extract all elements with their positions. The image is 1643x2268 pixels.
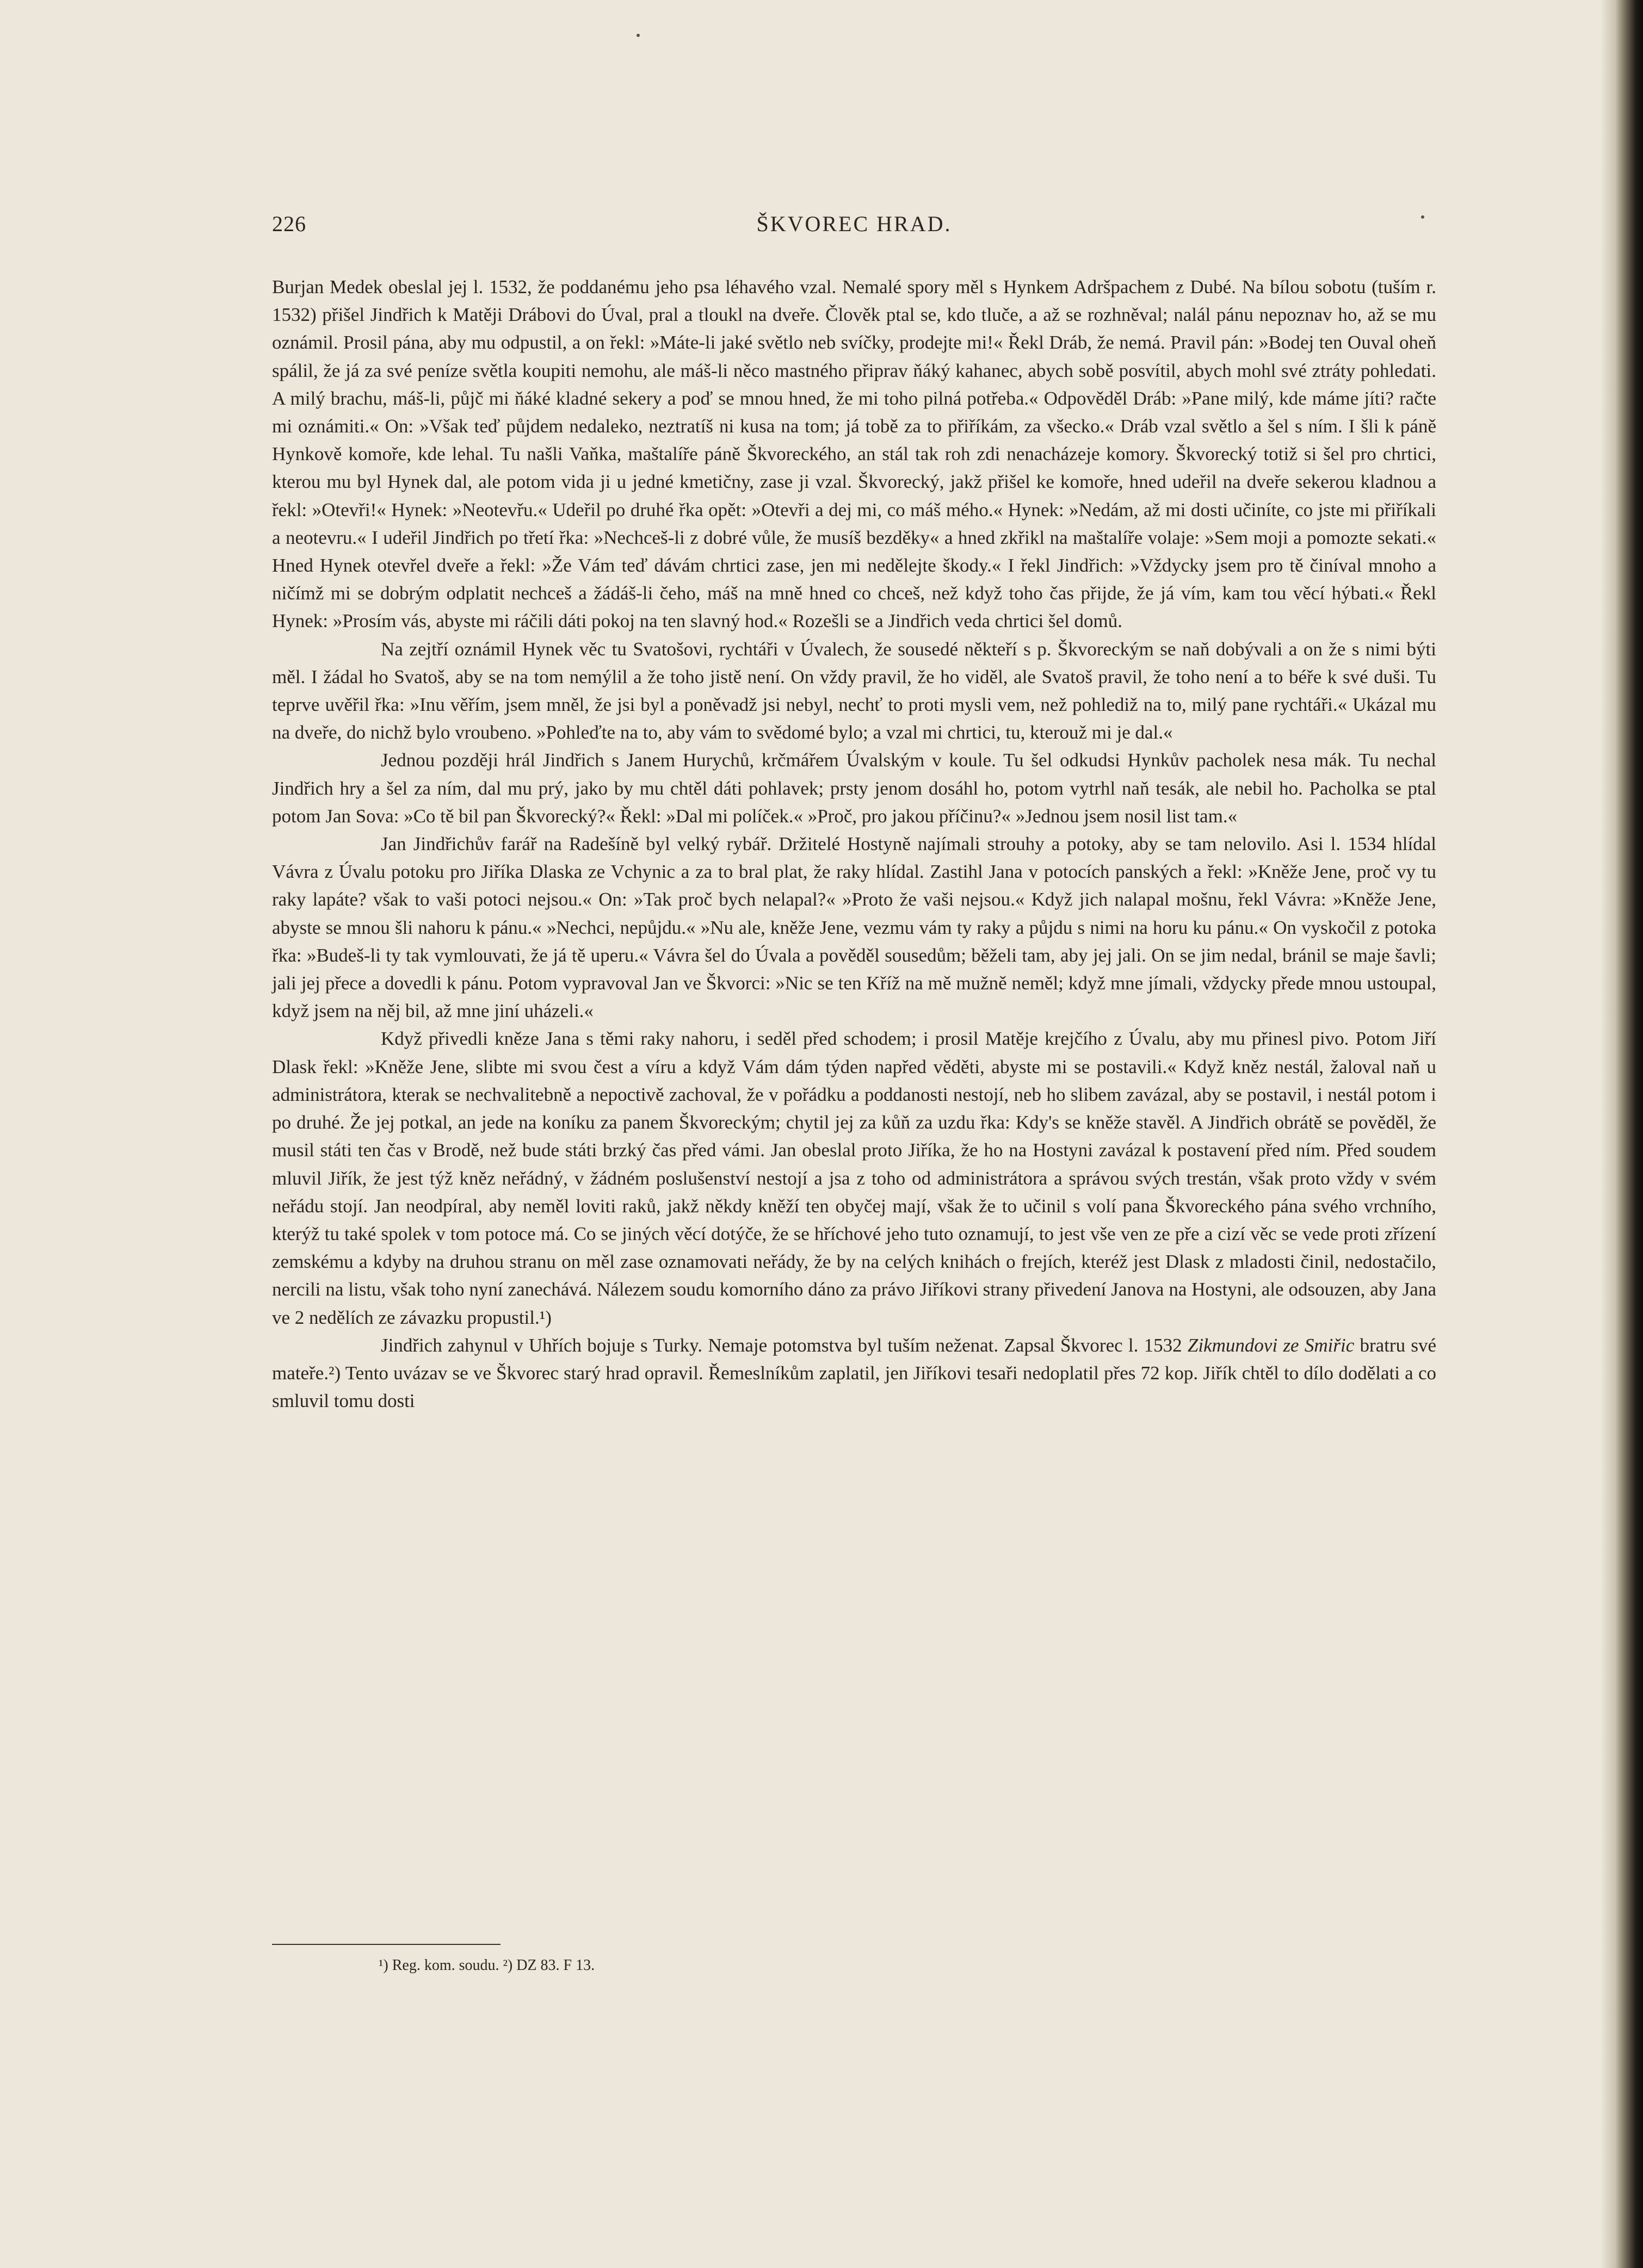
spine-shadow (1601, 0, 1615, 2268)
paragraph-6-start: Jindřich zahynul v Uhřích bojuje s Turky. Nemaje potomstva byl tuším neženat. Zapsal Škvorec l. 1532 (381, 1334, 1188, 1356)
paper-speck (637, 34, 640, 37)
paragraph-3: Jednou později hrál Jindřich s Janem Hurychů, krčmářem Úvalským v koule. Tu šel odkudsi Hynkův pacholek nesa mák. Tu nechal Jindřich hry a šel za ním, dal mu prý, jako by mu chtěl dáti pohlavek; prsty jenom dosáhl ho, potom vytrhl naň tesák, ale nebil ho. Pacholka se ptal potom Jan Sova: »Co tě bil pan Škvorecký?« Řekl: »Dal mi políček.« »Proč, pro jakou příčinu?« »Jednou jsem nosil list tam.« (272, 749, 1436, 827)
footnotes: ¹) Reg. kom. soudu. ²) DZ 83. F 13. (379, 1957, 595, 1974)
paragraph-1: Burjan Medek obeslal jej l. 1532, že poddanému jeho psa léhavého vzal. Nemalé spory měl s Hynkem Adršpachem z Dubé. Na bílou sobotu (tuším r. 1532) přišel Jindřich k Matěji Drábovi do Úval, pral a tloukl na dveře. Člověk ptal se, kdo tluče, a až se rozhněval; nalál pánu nepoznav ho, až se mu oznámil. Prosil pána, aby mu odpustil, a on řekl: »Máte-li jaké světlo neb svíčky, prodejte mi!« Řekl Dráb, že nemá. Pravil pán: »Bodej ten Ouval oheň spálil, že já za své peníze světla koupiti nemohu, ale máš-li něco mastného připrav ňáký kahanec, abych sobě posvítil, abych mohl své ztráty pohledati. A milý brachu, máš-li, půjč mi ňáké kladné sekery a poď se mnou hned, že mi toho pilná potřeba.« Odpověděl Dráb: »Pane milý, kde máme jíti? račte mi oznámiti.« On: »Však teď půjdem nedaleko, neztratíš ni kusa na tom; já tobě za to přiříkám, za všecko.« Dráb vzal světlo a šel s ním. I šli k páně Hynkově komoře, kde lehal. Tu našli Vaňka, maštalíře páně Škvoreckého, an stál tak roh zdi nenacházeje komory. Škvorecký totiž si šel pro chrtici, kterou mu byl Hynek dal, ale potom vida ji u jedné kmetičny, zase ji vzal. Škvorecký, jakž přišel ke komoře, hned udeřil na dveře sekerou kladnou a řekl: »Otevři!« Hynek: »Neotevřu.« Udeřil po druhé řka opět: »Otevři a dej mi, co máš mého.« Hynek: »Nedám, až mi dosti učiníte, co jste mi přiříkali a neotevru.« I udeřil Jindřich po třetí řka: »Nechceš-li z dobré vůle, že musíš bezděky« a hned zkřikl na maštalíře volaje: »Sem moji a pomozte sekati.« Hned Hynek otevřel dveře a řekl: »Že Vám teď dávám chrtici zase, jen mi nedělejte škody.« I řekl Jindřich: »Vždycky jsem pro tě činíval mnoho a ničímž mi se dobrým odplatit nechceš a žádáš-li čeho, máš na mně hned co chceš, než když toho čas přijde, že já vím, kam tou věcí hýbati.« Řekl Hynek: »Prosím vás, abyste mi ráčili dáti pokoj na ten slavný hod.« Rozešli se a Jindřich veda chrtici šel domů. (272, 276, 1436, 632)
paragraph-6-end: bratru své mateře.²) Tento uvázav se ve Škvorec starý hrad opravil. Řemeslníkům zaplatil, jen Jiříkovi tesaři nedoplatil přes 72 kop. Jiřík chtěl to dílo dodělati a co smluvil tomu dosti (272, 1334, 1436, 1412)
book-spine (1615, 0, 1643, 2268)
paragraph-6 (272, 1331, 1436, 1415)
running-head: ŠKVOREC HRAD. (756, 212, 952, 236)
footnote-rule (272, 1944, 501, 1945)
page-number: 226 (272, 212, 306, 236)
body-text (272, 273, 1436, 1415)
paper-speck (1421, 215, 1424, 219)
paragraph-4: Jan Jindřichův farář na Radešíně byl velký rybář. Držitelé Hostyně najímali strouhy a potoky, aby se tam nelovilo. Asi l. 1534 hlídal Vávra z Úvalu potoku pro Jiříka Dlaska ze Vchynic a za to bral plat, že raky hlídal. Zastihl Jana v potocích panských a řekl: »Kněže Jene, proč vy tu raky lapáte? však to vaši potoci nejsou.« On: »Tak proč bych nelapal?« »Proto že vaši nejsou.« Když jich nalapal mošnu, řekl Vávra: »Kněže Jene, abyste se mnou šli nahoru k pánu.« »Nechci, nepůjdu.« »Nu ale, kněže Jene, vezmu vám ty raky a půjdu s nimi na horu ku pánu.« On vyskočil z potoka řka: »Budeš-li ty tak vymlouvati, že já tě uperu.« Vávra šel do Úvala a pověděl sousedům; běželi tam, aby jej jali. On se jim nedal, bránil se maje šavli; jali jej přece a dovedli k pánu. Potom vypravoval Jan ve Škvorci: »Nic se ten Kříž na mě mužně neměl; když mne jímali, vždycky přede mnou ustoupal, když jsem na něj bil, až mne jiní uházeli.« (272, 833, 1436, 1022)
italic-name: Zikmundovi ze Smiřic (1187, 1334, 1355, 1356)
paragraph-2: Na zejtří oznámil Hynek věc tu Svatošovi, rychtáři v Úvalech, že sousedé někteří s p. Škvoreckým se naň dobývali a on že s nimi býti měl. I žádal ho Svatoš, aby se na tom nemýlil a že toho jistě není. On vždy pravil, že ho viděl, ale Svatoš pravil, že toho není a to béře k své duši. Tu teprve uvěřil řka: »Inu věřím, jsem mněl, že jsi byl a poněvadž jsi nebyl, nechť to proti mysli vem, než pohlediž na to, milý pane rychtáři.« Ukázal mu na dveře, do nichž bylo vroubeno. »Pohleďte na to, aby vám to svědomé bylo; a vzal mi chrtici, tu, kterouž mi je dal.« (272, 638, 1436, 743)
paragraph-5: Když přivedli kněze Jana s těmi raky nahoru, i seděl před schodem; i prosil Matěje krejčího z Úvalu, aby mu přinesl pivo. Potom Jiří Dlask řekl: »Kněže Jene, slibte mi svou čest a víru a když Vám dám týden napřed věděti, abyste mi se postavili.« Když kněz nestál, žaloval naň u administrátora, kterak se nechvalitebně a nepoctivě zachoval, že v pořádku a poddanosti nestojí, neb ho slibem zavázal, aby se postavil, i nestál potom i po druhé. Že jej potkal, an jede na koníku za panem Škvoreckým; chytil jej za kůň za uzdu řka: Kdy's se kněže stavěl. A Jindřich obrátě se pověděl, že musil státi ten čas v Brodě, než bude státi brzký čas před vámi. Jan obeslal proto Jiříka, že ho na Hostyni zavázal k postavení před ním. Před soudem mluvil Jiřík, že jest týž kněz neřádný, v žádném poslušenství nestojí a jsa z toho od administrátora a správou svých trestán, však proto vždy v svém neřádu stojí. Jan neodpíral, aby neměl loviti raků, jakž někdy kněží ten obyčej mají, však že to učinil s volí pana Škvoreckého pána svého vrchního, kterýž tu také spolek v tom potoce má. Co se jiných věcí dotýče, že se hříchové jeho tuto oznamují, to jest vše ven ze pře a cizí věc se vede proti zřízení zemskému a kdyby na druhou stranu on měl zase oznamovati neřády, že by na celých knihách o frejích, kteréž jest Dlask z mladosti činil, nedostačilo, nercili na listu, však toho nyní zanechává. Nálezem soudu komorního dáno za právo Jiříkovi strany přivedení Janova na Hostyni, ale odsouzen, aby Jana ve 2 nedělích ze závazku propustil.¹) (272, 1028, 1436, 1328)
page-header (272, 211, 1436, 244)
